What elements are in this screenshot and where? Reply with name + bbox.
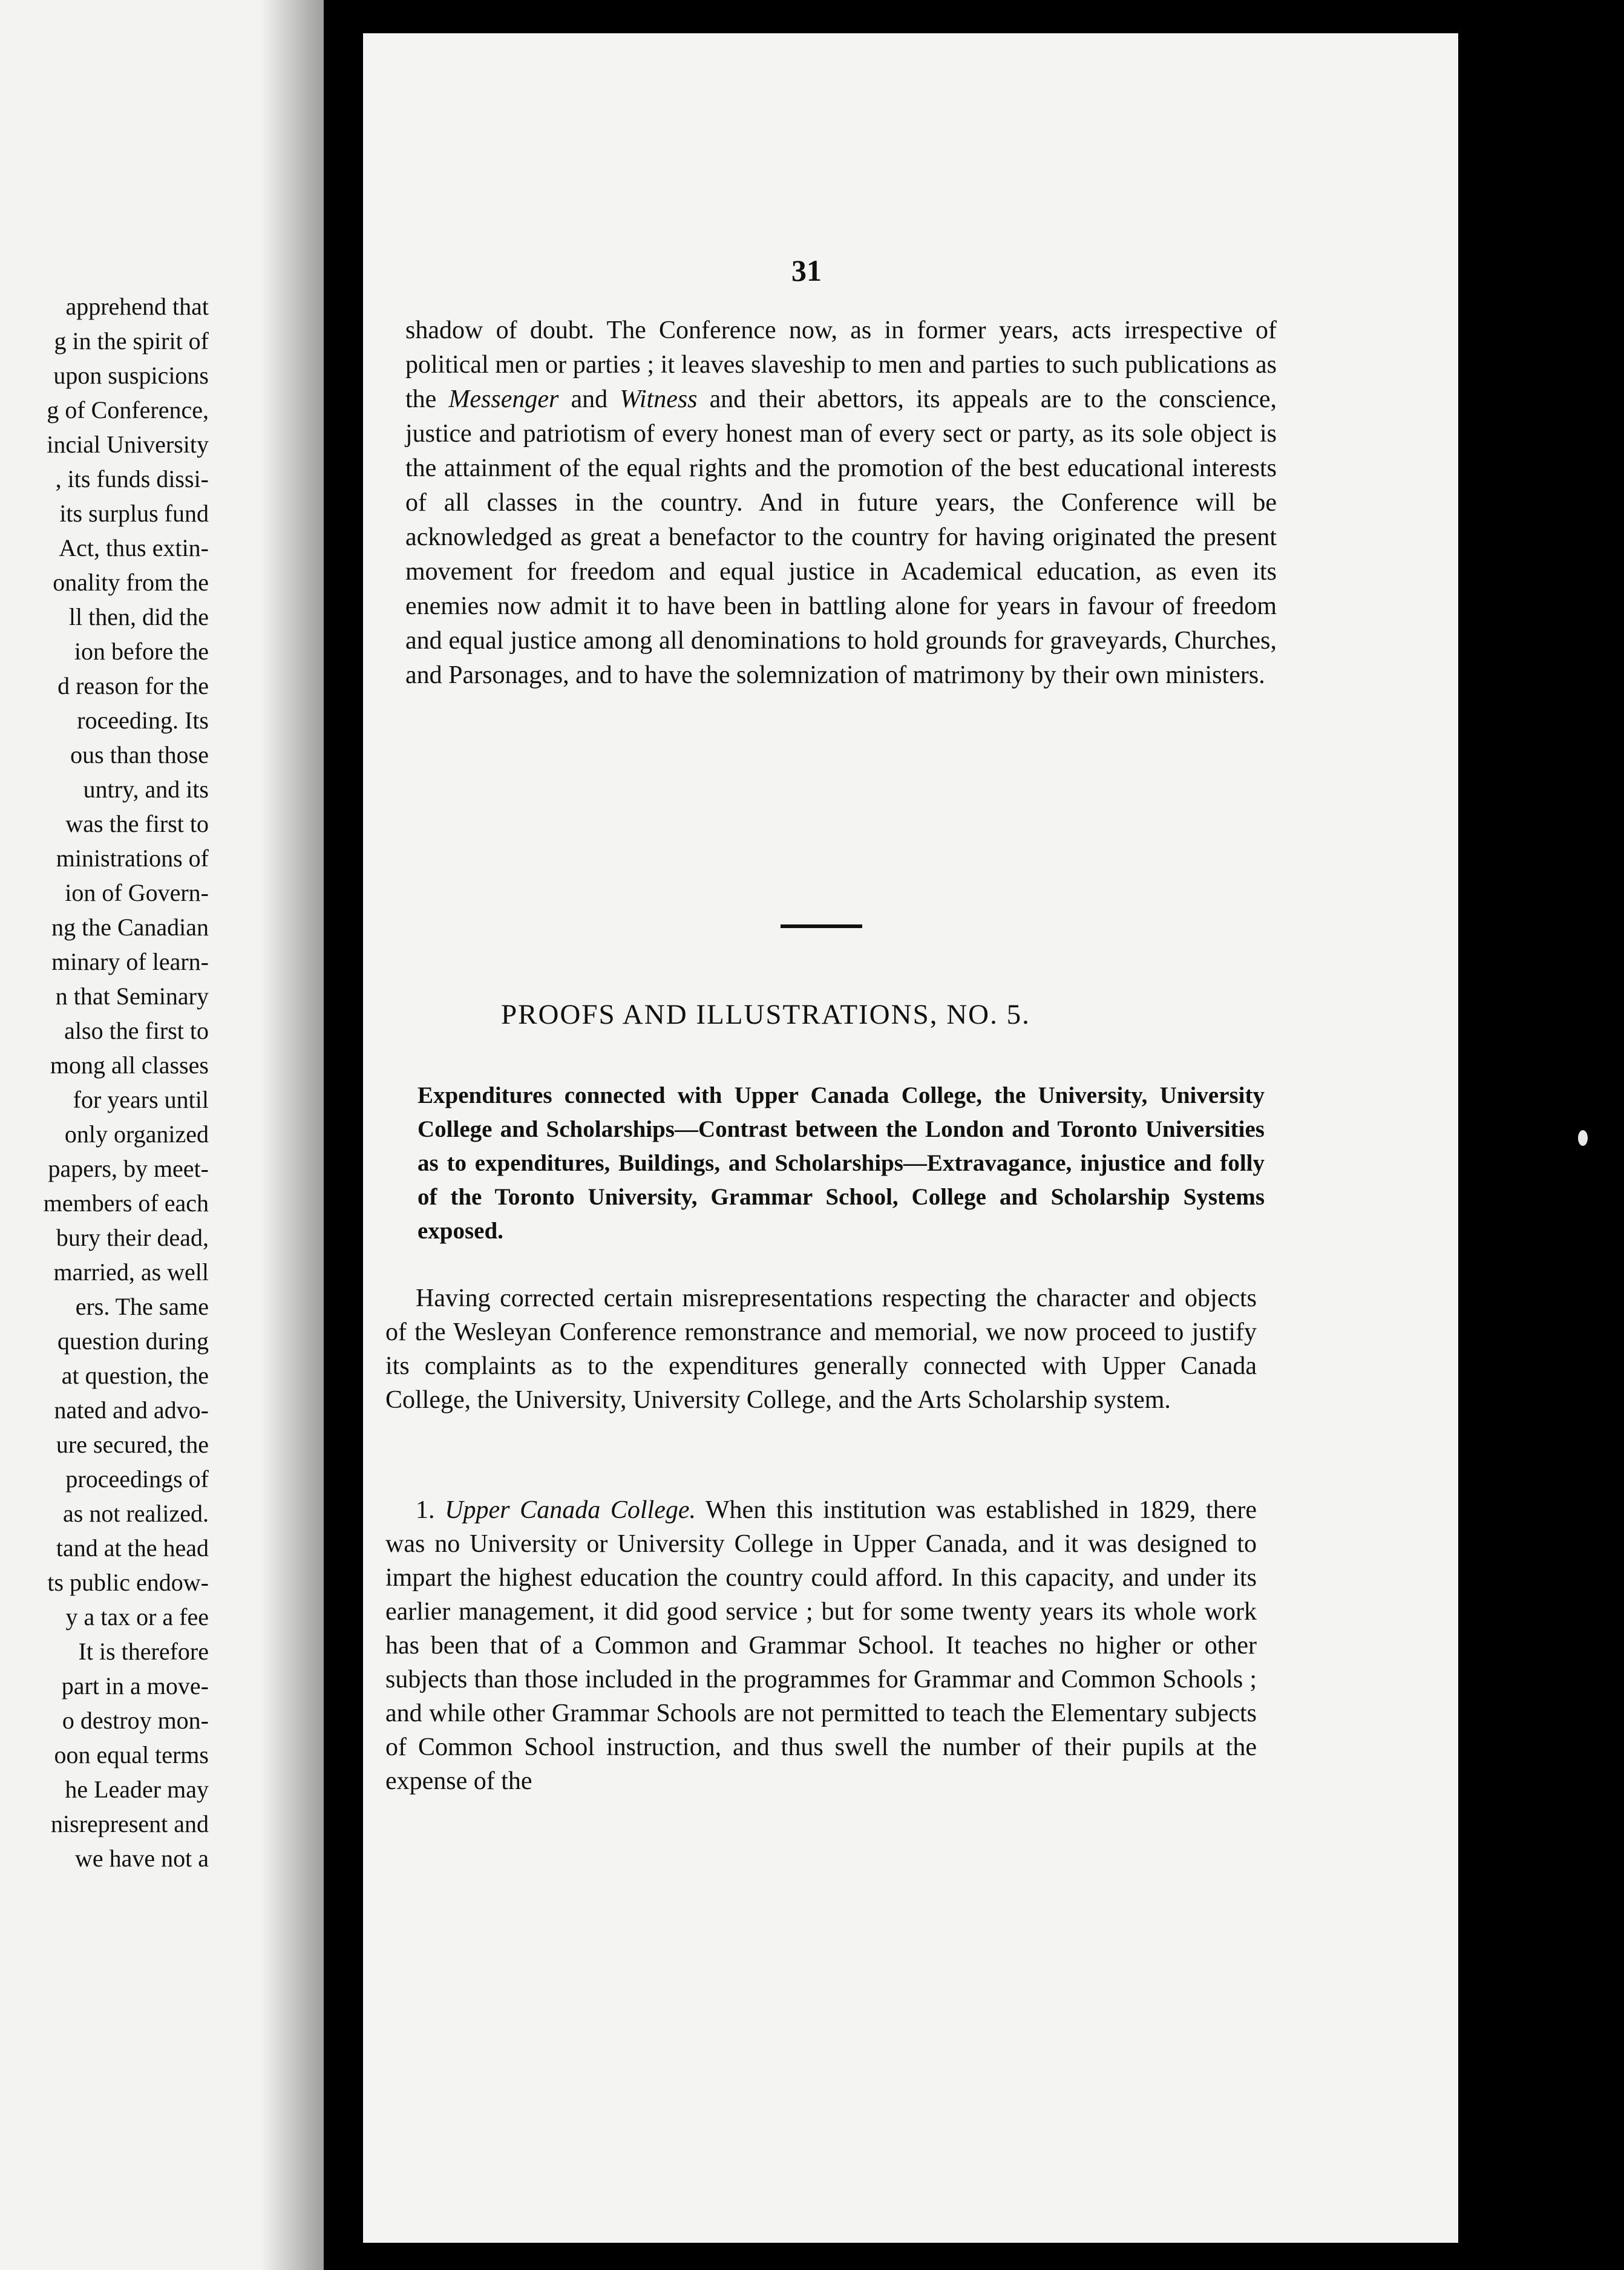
left-page-line: proceedings of [65,1465,209,1493]
section-heading: PROOFS AND ILLUSTRATIONS, NO. 5. [501,999,1030,1030]
left-page-line: papers, by meet- [48,1155,209,1182]
section-divider [781,924,862,928]
page-curve-shadow [260,0,324,2270]
left-page-line: he Leader may [65,1776,209,1803]
left-page-line: only organized [64,1120,209,1148]
paragraph-text: and their abettors, its appeals are to the conscience, justice and patriotism of every honest man of every sect or party, as its sole object is the attainment of the equal rights and the promotion of the best educational interests of all classes in the country. And in future years, the Conference will be acknowledged as great a benefactor to the country for having originated the present movement for freedom and equal justice in Academical education, as even its enemies now admit it to have been in battling alone for years in favour of freedom and equal justice among all denominations to hold grounds for graveyards, Churches, and Parsonages, and to have the solemnization of matrimony by their own ministers. [405,385,1277,689]
messenger-title: Messenger [448,385,559,413]
left-page-line: onality from the [53,569,209,596]
left-page-line: minary of learn- [51,948,209,975]
left-page-line: g in the spirit of [54,327,209,355]
left-page-line: ion before the [74,638,209,665]
left-page-line: o destroy mon- [62,1707,209,1734]
left-page-column [0,289,209,1876]
left-page-line: also the first to [64,1017,209,1044]
left-page-line: members of each [43,1189,209,1217]
left-page-line: mong all classes [50,1052,209,1079]
left-page-line: oon equal terms [54,1741,209,1768]
witness-title: Witness [620,385,698,413]
left-page-line: d reason for the [57,672,209,699]
left-page-line: we have not a [74,1845,209,1872]
paragraph-upper-canada-college [385,1493,1257,1798]
left-page-line: question during [57,1327,209,1355]
left-page-line: untry, and its [83,776,209,803]
left-page-line: , its funds dissi- [55,465,209,492]
left-page-line: part in a move- [61,1672,209,1699]
left-page-line: as not realized. [63,1500,209,1527]
left-page-line: apprehend that [65,293,209,320]
left-page-line: It is therefore [78,1638,209,1665]
paragraph-intro: Having corrected certain misrepresentations respecting the character and objects of the Wesleyan Conference remonstrance and memorial, we now proceed to justify its complaints as to the expenditures generally connected with Upper Canada College, the University, University College, and the Arts Scholarship system. [385,1284,1257,1414]
left-page-line: ministrations of [56,845,209,872]
item-title: Upper Canada College. [445,1496,696,1524]
left-page-line: roceeding. Its [77,707,209,734]
left-page-line: y a tax or a fee [65,1603,209,1631]
left-page [0,0,324,2270]
left-page-line: Act, thus extin- [59,534,209,561]
left-page-line: ure secured, the [56,1431,209,1458]
paragraph-text: When this institution was established in 1829, there was no University or University College in Upper Canada, and it was designed to impart the highest education the country could afford. In this capacity, and under its earlier management, it did good service ; but for some twenty years its whole work has been that of a Common and Grammar School. It teaches no higher or other subjects than those included in the programmes for Grammar and Common Schools ; and while other Grammar Schools are not permitted to teach the Elementary subjects of Common School instruction, and thus swell the number of their pupils at the expense of the [385,1496,1257,1795]
item-number: 1. [416,1496,445,1524]
section-summary: Expenditures connected with Upper Canada College, the University, University College and Scholarships—Contrast between the London and Toronto Universities as to expenditures, Buildings, and Scholarships—Extravagance, injustice and folly of the Toronto University, Grammar School, College and Scholarship Systems exposed. [417,1082,1265,1244]
left-page-line: ng the Canadian [51,914,209,941]
left-page-line: ll then, did the [68,603,209,630]
paragraph-text: and [558,385,620,413]
left-page-line: nisrepresent and [50,1810,209,1837]
left-page-line: ts public endow- [47,1569,209,1596]
left-page-line: was the first to [65,810,209,837]
left-page-line: its surplus fund [59,500,209,527]
left-page-line: at question, the [61,1362,209,1389]
page-number: 31 [791,253,822,287]
left-page-line: ion of Govern- [65,879,209,906]
left-page-line: for years until [73,1086,209,1113]
left-page-line: nated and advo- [54,1396,209,1424]
paragraph-continued [405,313,1277,693]
left-page-line: married, as well [53,1258,209,1286]
left-page-line: tand at the head [56,1534,209,1562]
left-page-line: n that Seminary [55,983,209,1010]
scan-speck [1578,1130,1588,1146]
left-page-line: g of Conference, [47,396,209,424]
left-page-line: upon suspicions [53,362,209,389]
paragraph-text: shadow of doubt. The Conference now, as in former years, acts irrespective of political men or parties ; it leaves slaveship to men and parties to such publications as the [405,316,1277,413]
left-page-line: incial University [47,431,209,458]
left-page-line: ers. The same [75,1293,209,1320]
left-page-line: bury their dead, [56,1224,209,1251]
left-page-line: ous than those [70,741,209,768]
